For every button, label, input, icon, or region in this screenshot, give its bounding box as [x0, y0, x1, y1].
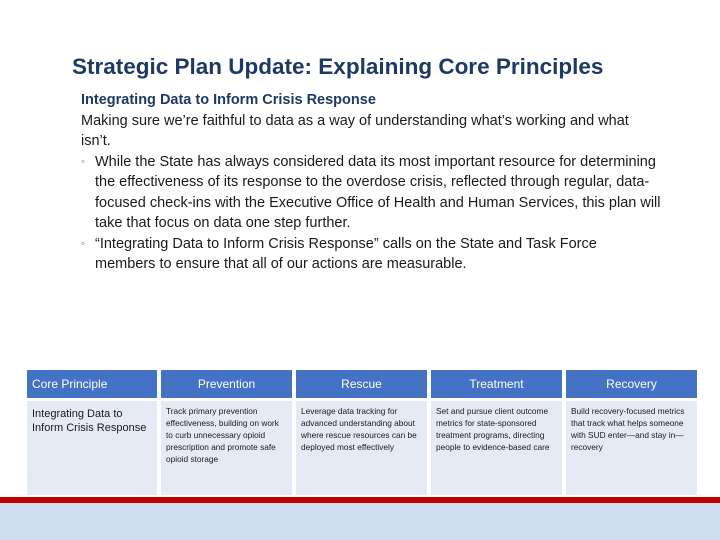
bullet-text: “Integrating Data to Inform Crisis Response” calls on the State and Task Force members to ensure that all of our actions are measurable.	[95, 235, 597, 272]
bullet-item	[81, 234, 661, 275]
intro-text: Making sure we’re faithful to data as a way of understanding what’s working and what isn’t.	[81, 112, 629, 149]
cell-rescue: Leverage data tracking for advanced understanding about where rescue resources can be deployed most effectively	[296, 401, 427, 495]
cell-treatment: Set and pursue client outcome metrics for state-sponsored treatment programs, directing people to evidence-based care	[431, 401, 562, 495]
bullet-text: While the State has always considered data its most important resource for determining the effectiveness of its response to the overdose crisis, reflected through regular, data-focused check-ins with the Executive Office of Health and Human Services, this plan will take that focus on data one step further.	[95, 153, 661, 231]
header-prevention: Prevention	[161, 370, 292, 401]
slide-title: Strategic Plan Update: Explaining Core Principles	[72, 54, 604, 79]
table-row	[27, 401, 697, 495]
table-header-row	[27, 370, 697, 401]
cell-prevention: Track primary prevention effectiveness, building on work to curb unnecessary opioid prescription and promote safe opioid storage	[161, 401, 292, 495]
header-core-principle: Core Principle	[27, 370, 157, 401]
cell-core-principle: Integrating Data to Inform Crisis Response	[27, 401, 157, 495]
header-treatment: Treatment	[431, 370, 562, 401]
bullet-marker-icon: ◦	[81, 237, 85, 250]
header-rescue: Rescue	[296, 370, 427, 401]
section-subhead: Integrating Data to Inform Crisis Response	[81, 92, 376, 108]
slide-body	[81, 90, 661, 275]
bullet-item	[81, 152, 661, 234]
core-principles-table	[23, 370, 701, 495]
bullet-marker-icon: ◦	[81, 155, 85, 168]
header-recovery: Recovery	[566, 370, 697, 401]
cell-recovery: Build recovery-focused metrics that track what helps someone with SUD enter—and stay in—recovery	[566, 401, 697, 495]
footer-band	[0, 503, 720, 540]
